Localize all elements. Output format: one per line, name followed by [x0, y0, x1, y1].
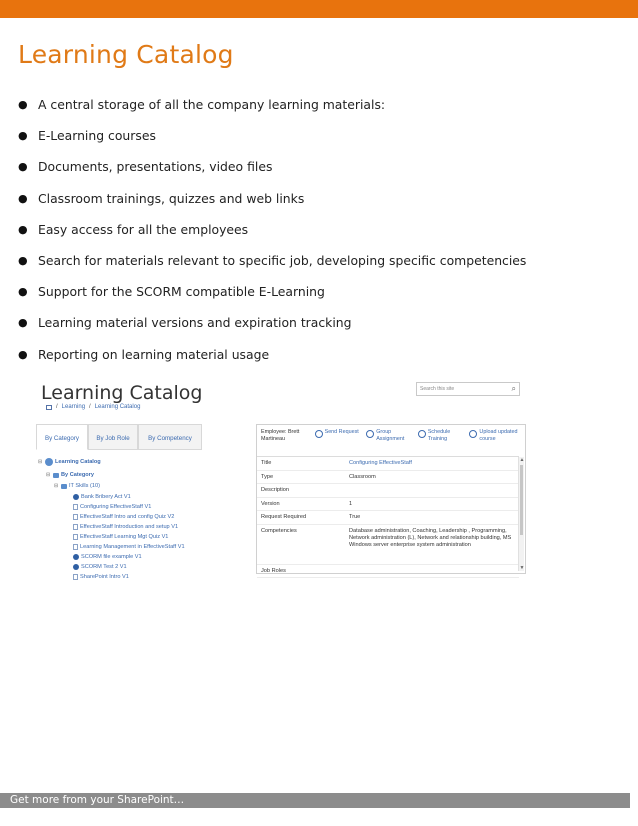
scorm-icon	[73, 564, 79, 570]
breadcrumb: / Learning / Learning Catalog	[46, 404, 140, 410]
list-item: ● Documents, presentations, video files	[18, 159, 273, 175]
collapse-icon[interactable]: ⊟	[46, 472, 51, 478]
tree-item[interactable]: Learning Management in EffectiveStaff V1	[73, 544, 185, 550]
document-icon	[73, 574, 78, 580]
document-title: Learning Catalog	[18, 40, 234, 69]
scroll-up-icon[interactable]: ▲	[519, 457, 525, 463]
tab-by-job-role[interactable]: By Job Role	[88, 424, 138, 450]
person-icon	[315, 430, 323, 438]
employee-label: Employee: Brett Martineau	[261, 429, 300, 442]
detail-table	[257, 456, 519, 578]
course-icon	[73, 494, 79, 500]
search-placeholder: Search this site	[420, 386, 455, 392]
home-icon[interactable]	[46, 405, 52, 410]
tree-item[interactable]: SCORM Test 2 V1	[73, 564, 127, 570]
tree-item[interactable]: SCORM file example V1	[73, 554, 142, 560]
list-item: ● Reporting on learning material usage	[18, 346, 270, 362]
bullet-icon: ●	[18, 253, 28, 267]
tree-item[interactable]: EffectiveStaff Learning Mgt Quiz V1	[73, 534, 168, 540]
tree-item[interactable]: EffectiveStaff Intro and config Quiz V2	[73, 514, 174, 520]
learning-catalog-screenshot	[36, 378, 526, 593]
tab-by-category[interactable]: By Category	[36, 424, 88, 450]
bullet-icon: ●	[18, 160, 28, 174]
scroll-down-icon[interactable]: ▼	[519, 565, 525, 571]
scorm-icon	[73, 554, 79, 560]
folder-icon	[61, 484, 67, 489]
list-item: ● Easy access for all the employees	[18, 221, 249, 237]
send-request-button[interactable]: Send Request	[315, 429, 367, 438]
table-row: Job Roles	[257, 565, 519, 579]
tree-item[interactable]: EffectiveStaff Introduction and setup V1	[73, 524, 178, 530]
breadcrumb-learning-catalog[interactable]: Learning Catalog	[94, 404, 141, 410]
list-item: ● Classroom trainings, quizzes and web links	[18, 190, 305, 206]
document-icon	[73, 544, 78, 550]
table-row: Description	[257, 484, 519, 498]
tree-item[interactable]: SharePoint Intro V1	[73, 574, 129, 580]
folder-icon	[53, 473, 59, 478]
collapse-icon[interactable]: ⊟	[38, 459, 43, 465]
catalog-icon	[45, 458, 53, 466]
classroom-icon	[73, 504, 78, 510]
detail-scrollbar[interactable]	[518, 457, 524, 571]
feature-list	[18, 97, 618, 378]
detail-toolbar	[257, 425, 525, 455]
list-item: ● Search for materials relevant to specific job, developing specific competencies	[18, 252, 527, 268]
footer-bar	[0, 793, 630, 808]
table-row: Version 1	[257, 498, 519, 512]
tree-root[interactable]: ⊟ Learning Catalog	[38, 459, 101, 465]
bullet-icon: ●	[18, 98, 28, 111]
quiz-icon	[73, 534, 78, 540]
scroll-thumb[interactable]	[520, 465, 523, 535]
tab-by-competency[interactable]: By Competency	[138, 424, 202, 450]
tree-item[interactable]: Configuring EffectiveStaff V1	[73, 504, 151, 510]
tree-folder[interactable]: ⊟ IT Skills (10)	[54, 483, 100, 489]
footer-text: Get more from your SharePoint…	[10, 794, 185, 806]
top-accent-bar	[0, 0, 638, 18]
list-item: ● Learning material versions and expiration tracking	[18, 315, 352, 331]
table-row: Title Configuring EffectiveStaff	[257, 457, 519, 471]
list-item: ● Support for the SCORM compatible E-Learning	[18, 284, 325, 300]
group-icon	[366, 430, 374, 438]
tree-item[interactable]: Bank Bribery Act V1	[73, 494, 131, 500]
calendar-icon	[418, 430, 426, 438]
course-detail-panel	[256, 424, 526, 574]
screenshot-title: Learning Catalog	[41, 382, 203, 404]
tree-category[interactable]: ⊟ By Category	[46, 472, 94, 478]
list-item: ● E-Learning courses	[18, 128, 156, 144]
bullet-icon: ●	[18, 191, 28, 205]
table-row: Competencies Database administration, Coaching, Leadership , Programming, Network administration (L), Network and relationship building, MS Windows server enterprise system administration	[257, 525, 519, 565]
bullet-icon: ●	[18, 285, 28, 299]
course-title-link[interactable]: Configuring EffectiveStaff	[349, 460, 412, 467]
breadcrumb-learning[interactable]: Learning	[61, 404, 86, 410]
bullet-icon: ●	[18, 129, 28, 143]
list-item: ● A central storage of all the company learning materials:	[18, 97, 386, 112]
quiz-icon	[73, 514, 78, 520]
search-icon[interactable]: ⌕	[511, 384, 516, 393]
table-row: Type Classroom	[257, 471, 519, 485]
plus-icon	[469, 430, 477, 438]
collapse-icon[interactable]: ⊟	[54, 483, 59, 489]
document-icon	[73, 524, 78, 530]
schedule-training-button[interactable]: Schedule Training	[418, 429, 470, 443]
upload-course-button[interactable]: Upload updated course	[469, 429, 521, 443]
search-input[interactable]	[416, 382, 520, 396]
table-row: Request Required True	[257, 511, 519, 525]
bullet-icon: ●	[18, 316, 28, 330]
group-assignment-button[interactable]: Group Assignment	[366, 429, 418, 443]
catalog-tabs	[36, 424, 204, 450]
bullet-icon: ●	[18, 222, 28, 236]
bullet-icon: ●	[18, 347, 28, 361]
